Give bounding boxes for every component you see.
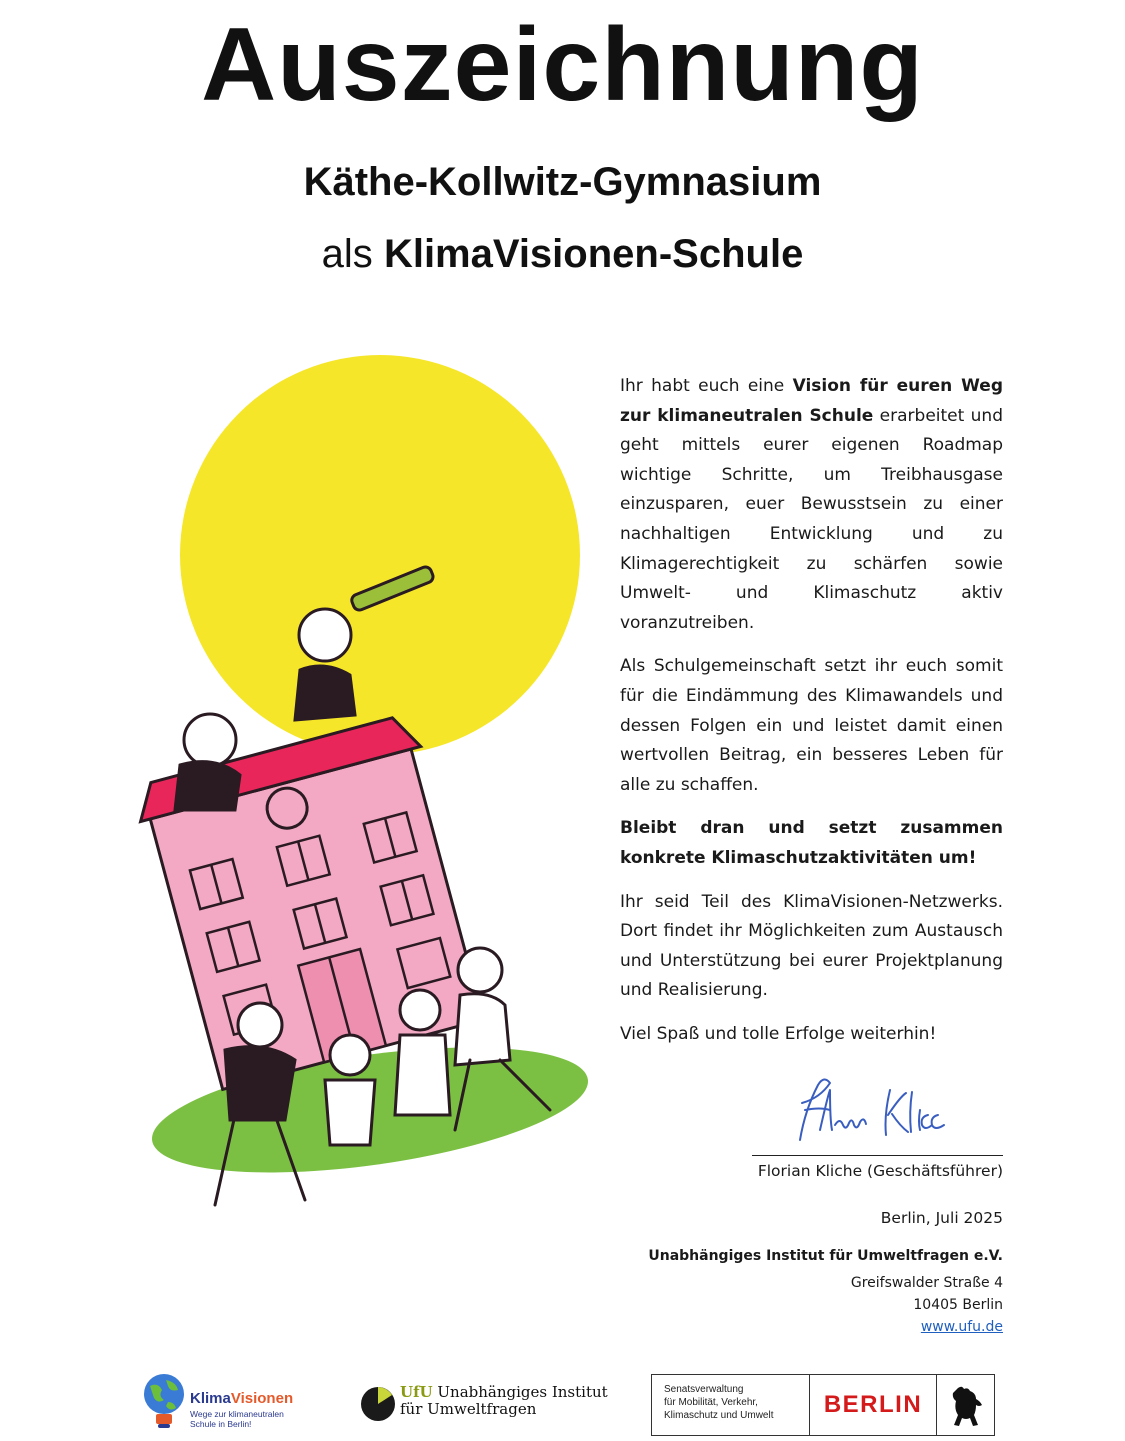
ufu-line1-text: Unabhängiges Institut [432, 1383, 608, 1401]
signer-name: Florian Kliche (Geschäftsführer) [757, 1162, 1003, 1180]
paragraph-vision [620, 372, 1003, 638]
kv-tagline-line1: Wege zur klimaneutralen [190, 1409, 284, 1419]
school-illustration [110, 345, 590, 1245]
klimavisionen-wordmark [190, 1390, 293, 1407]
p3-text-bold: Bleibt dran und setzt zusammen konkrete Klimaschutzaktivitäten um! [620, 818, 1003, 868]
senat-line1: Senatsverwaltung [664, 1384, 744, 1395]
subtitle-award-name: KlimaVisionen-Schule [383, 232, 804, 276]
paragraph-network: Ihr seid Teil des KlimaVisionen-Netzwerks. Dort findet ihr Möglichkeiten zum Austausch und Unterstützung bei eurer Projektplanung und Realisierung. [620, 891, 1003, 1001]
ufu-pie-icon [360, 1386, 396, 1422]
organisation-name: Unabhängiges Institut für Umweltfragen e.V. [648, 1248, 1003, 1264]
ufu-abbreviation: UfU [400, 1383, 433, 1401]
paragraph-callout [620, 814, 1003, 873]
paragraph-closing: Viel Spaß und tolle Erfolge weiterhin! [620, 1023, 937, 1044]
berlin-bear-icon [950, 1384, 986, 1428]
senat-divider-2 [936, 1375, 937, 1435]
kv-name-part2: Visionen [230, 1390, 294, 1407]
kv-tagline-line2: Schule in Berlin! [190, 1419, 252, 1429]
school-name: Käthe-Kollwitz-Gymnasium [303, 160, 822, 204]
place-date: Berlin, Juli 2025 [880, 1209, 1003, 1227]
ufu-wordmark [400, 1384, 608, 1418]
senat-line3: Klimaschutz und Umwelt [664, 1410, 774, 1421]
body-text [620, 372, 1003, 1063]
klimavisionen-tagline [190, 1409, 320, 1429]
handwritten-signature [760, 1070, 1003, 1155]
ufu-line2: für Umweltfragen [400, 1400, 537, 1418]
certificate-title: Auszeichnung [201, 7, 924, 123]
subtitle-prefix: als [321, 232, 373, 276]
paragraph-community: Als Schulgemeinschaft setzt ihr euch somit für die Eindämmung des Klimawandels und dessen Folgen ein und leistet damit einen wertvollen Beitrag, ein besseres Leben für alle zu schaffen. [620, 656, 1003, 795]
p1-text-bold: Vision für euren Weg zur klimaneutralen Schule [620, 376, 1003, 426]
address-street: Greifswalder Straße 4 [850, 1275, 1003, 1291]
klimavisionen-logo [140, 1372, 320, 1432]
senat-department-name [664, 1383, 804, 1422]
organisation-address [851, 1272, 1003, 1338]
p1-text-b: erarbeitet und geht mittels eurer eigenen Roadmap wichtige Schritte, um Treibhausgase einzusparen, euer Bewusstsein zu einer nachhaltigen Entwicklung und zu Klimagerechtigkeit zu schärfen sowie Umwelt- und Klimaschutz aktiv voranzutreiben. [620, 405, 1003, 633]
senat-line2: für Mobilität, Verkehr, [664, 1397, 758, 1408]
berlin-wordmark: BERLIN [823, 1391, 923, 1418]
ufu-line1 [400, 1384, 608, 1401]
p1-text-a: Ihr habt euch eine [620, 376, 793, 396]
kv-name-part1: Klima [190, 1390, 231, 1407]
ufu-logo [360, 1382, 620, 1432]
award-subtitle [0, 230, 1125, 278]
address-city: 10405 Berlin [913, 1297, 1003, 1313]
signature-line [752, 1155, 1003, 1156]
lightbulb-globe-icon [140, 1372, 188, 1432]
website-link[interactable]: www.ufu.de [920, 1319, 1003, 1335]
senatsverwaltung-logo [651, 1374, 995, 1436]
sun-shape [180, 355, 580, 755]
